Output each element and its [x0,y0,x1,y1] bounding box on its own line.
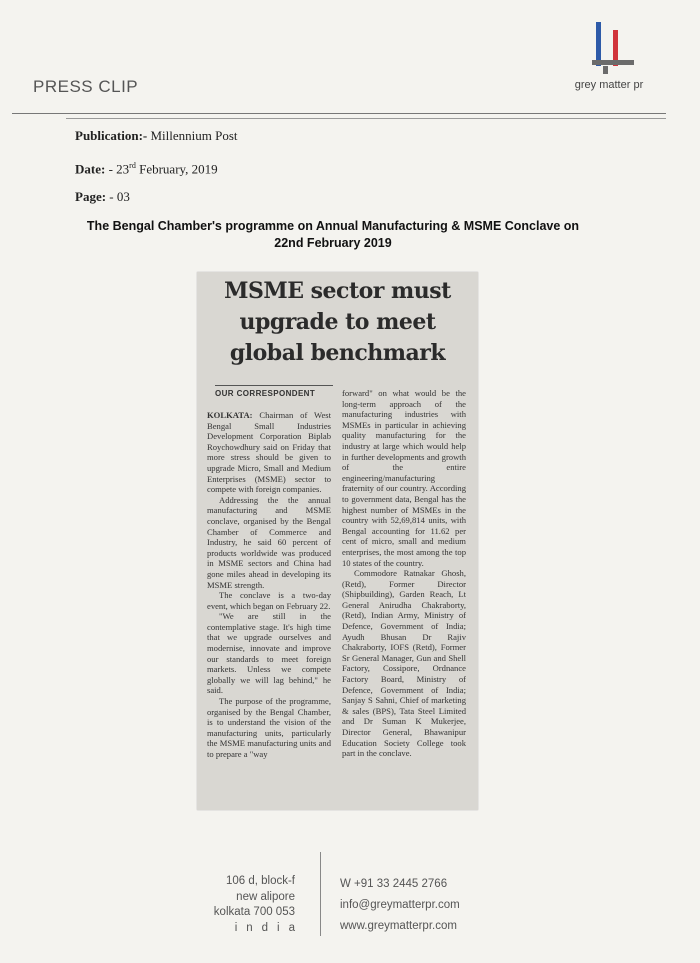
footer-website[interactable]: www.greymatterpr.com [340,920,457,932]
paragraph: The purpose of the programme, organised by the Bengal Chamber, is to understand the vision of the manufacturing units, particularly the MSME manufacturing units and to prepare a "way [207,696,331,759]
publication-label: Publication:- [75,128,148,143]
page-value: - 03 [109,189,130,204]
headline-line-1: MSME sector must [224,278,451,304]
dateline: KOLKATA: [207,410,253,420]
footer-address [209,874,304,936]
page-label: Page: [75,189,107,204]
press-clip-label: PRESS CLIP [33,77,139,96]
date-day: - 23 [108,161,130,177]
article-column-2 [342,388,466,759]
footer-contact [340,874,460,937]
article-headline [197,276,478,369]
headline-line-3: global benchmark [229,340,446,366]
paragraph: The conclave is a two-day event, which began on February 22. [207,590,331,611]
paragraph: Addressing the the annual manufacturing and MSME conclave, organised by the Bengal Chamber of Commerce and Industry, he said 60 percent of products worldwide was produced in MSME sectors and China had gone miles ahead in developing its MSME strength. [207,494,331,590]
newspaper-clipping [197,272,478,810]
publication-value: Millennium Post [150,128,238,143]
footer-email[interactable]: info@greymatterpr.com [340,899,460,911]
date-suffix: rd [129,161,136,170]
brand-name: grey matter pr [574,79,644,91]
paragraph [207,410,331,495]
footer-phone: W +91 33 2445 2766 [340,878,448,890]
caption-line-1: The Bengal Chamber's programme on Annual Manufacturing & MSME Conclave on [86,219,580,233]
address-country: india [234,921,304,934]
page-row [75,189,130,205]
address-line: kolkata 700 053 [213,906,295,918]
header-rule-secondary [66,118,666,119]
footer-divider [320,852,321,936]
address-line: 106 d, block-f [225,875,295,887]
publication-row [75,128,238,144]
event-caption [78,218,588,252]
header-rule [12,113,666,114]
date-row [75,161,218,177]
paragraph: Commodore Ratnakar Ghosh, (Retd), Former Director (Shipbuilding), Garden Reach, Lt General Anirudha Chakraborty, (Retd), Indian Army, Ministry of Defence, Government of India; Ayudh Bhusan Dr Rajiv Chakraborty, IOFS (Retd), Former Sr General Manager, Gun and Shell Factory, Cossipore, Ordnance Factory Board, Ministry of Defence, Government of India; Sanjay S Sahni, Chief of marketing & sales (BPS), Tata Steel Limited and Dr Suman K Mukerjee, Director General, Bhawanipur Education Society College took part in the conclave. [342,568,466,759]
date-label: Date: [75,161,106,177]
address-line: new alipore [236,890,295,903]
date-month-year: February, 2019 [139,161,218,177]
article-column-1 [207,410,331,760]
headline-line-2: upgrade to meet [239,309,436,335]
paragraph: forward" on what would be the long-term approach of the manufacturing industries with MSMEs in particular in achieving quality manufacturing for the industry at large which would help in further developments and growth of the entire engineering/manufacturing fraternity of our country. According to government data, Bengal has the highest number of MSMEs in the country with 52,69,814 units, with Bengal accounting for 11.62 per cent of micro, small and medium enterprises, the most among the top 10 states of the country. [342,388,466,568]
paragraph: "We are still in the contemplative stage. It's high time that we upgrade ourselves and modernise, innovate and improve our standards to meet foreign markets. Unless we compete globally we will lag behind," he said. [207,611,331,696]
address-line [209,921,304,937]
caption-line-2: 22nd February 2019 [274,236,392,250]
article-byline: OUR CORRESPONDENT [215,385,333,398]
paragraph-text: Chairman of West Bengal Small Industries Development Corporation Biplab Roychowdhury said on Friday that more stress should be given to upgrade Micro, Small and Medium Enterprises (MSME) sector to compete with foreign companies. [207,410,331,495]
